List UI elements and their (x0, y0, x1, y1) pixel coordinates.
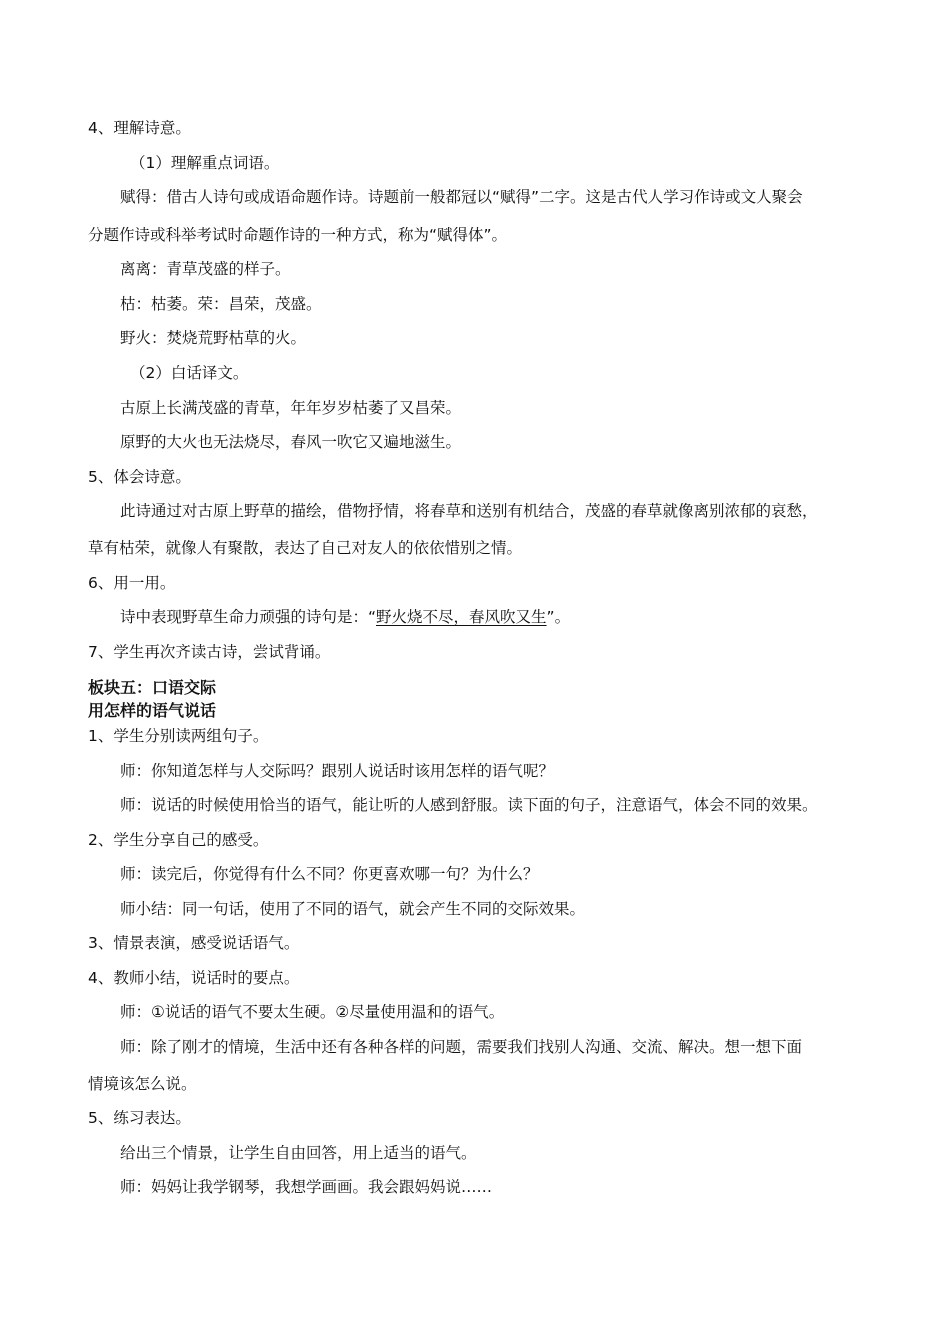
paragraph-meaning-line1: 此诗通过对古原上野草的描绘，借物抒情，将春草和送别有机结合，茂盛的春草就像离别浓郁的哀愁， (120, 502, 818, 520)
translation-line1: 古原上长满茂盛的青草，年年岁岁枯萎了又昌荣。 (120, 399, 462, 417)
section-4-heading: 4、理解诗意。 (88, 119, 191, 137)
practice-instruction: 给出三个情景，让学生自由回答，用上适当的语气。 (120, 1144, 477, 1162)
teacher-line-1: 师：你知道怎样与人交际吗？跟别人说话时该用怎样的语气呢？ (120, 762, 555, 780)
section-5-heading: 5、体会诗意。 (88, 468, 191, 486)
paragraph-meaning-line2: 草有枯荣，就像人有聚散，表达了自己对友人的依依惜别之情。 (88, 539, 523, 557)
subsection-1-heading: （1）理解重点词语。 (130, 154, 280, 172)
teacher-line-3: 师：读完后，你觉得有什么不同？你更喜欢哪一句？为什么？ (120, 865, 539, 883)
teacher-line-4: 师：①说话的语气不要太生硬。②尽量使用温和的语气。 (120, 1003, 505, 1021)
poem-line-suffix: ”。 (546, 608, 571, 626)
paragraph-fude-line2: 分题作诗或科举考试时命题作诗的一种方式，称为“赋得体”。 (88, 226, 508, 244)
paragraph-yehuo: 野火：焚烧荒野枯草的火。 (120, 329, 307, 347)
teacher-line-6: 师：妈妈让我学钢琴，我想学画画。我会跟妈妈说…… (120, 1178, 493, 1196)
teacher-line-5-part1: 师：除了刚才的情境，生活中还有各种各样的问题，需要我们找别人沟通、交流、解决。想一想下面 (120, 1038, 803, 1056)
oral-step-5: 5、练习表达。 (88, 1109, 191, 1127)
section-7-heading: 7、学生再次齐读古诗，尝试背诵。 (88, 643, 331, 661)
paragraph-lili: 离离：青草茂盛的样子。 (120, 260, 291, 278)
oral-step-1: 1、学生分别读两组句子。 (88, 727, 269, 745)
teacher-line-2: 师：说话的时候使用恰当的语气，能让听的人感到舒服。读下面的句子，注意语气，体会不同的效果。 (120, 796, 818, 814)
paragraph-ku: 枯：枯萎。荣：昌荣，茂盛。 (120, 295, 322, 313)
section-6-heading: 6、用一用。 (88, 574, 176, 592)
teacher-summary: 师小结：同一句话，使用了不同的语气，就会产生不同的交际效果。 (120, 900, 586, 918)
block-five-subtitle: 用怎样的语气说话 (88, 701, 217, 720)
teacher-line-5-part2: 情境该怎么说。 (88, 1075, 197, 1093)
poem-line-quote: 野火烧不尽，春风吹又生 (376, 608, 547, 626)
subsection-2-heading: （2）白话译文。 (130, 364, 249, 382)
oral-step-2: 2、学生分享自己的感受。 (88, 831, 269, 849)
paragraph-poem-line (120, 607, 570, 627)
block-five-title: 板块五：口语交际 (88, 678, 217, 697)
oral-step-4: 4、教师小结，说话时的要点。 (88, 969, 300, 987)
translation-line2: 原野的大火也无法烧尽，春风一吹它又遍地滋生。 (120, 433, 462, 451)
oral-step-3: 3、情景表演，感受说话语气。 (88, 934, 300, 952)
poem-line-prefix: 诗中表现野草生命力顽强的诗句是：“ (120, 608, 377, 626)
paragraph-fude-line1: 赋得：借古人诗句或成语命题作诗。诗题前一般都冠以“赋得”二字。这是古代人学习作诗或文人聚会 (120, 188, 803, 206)
